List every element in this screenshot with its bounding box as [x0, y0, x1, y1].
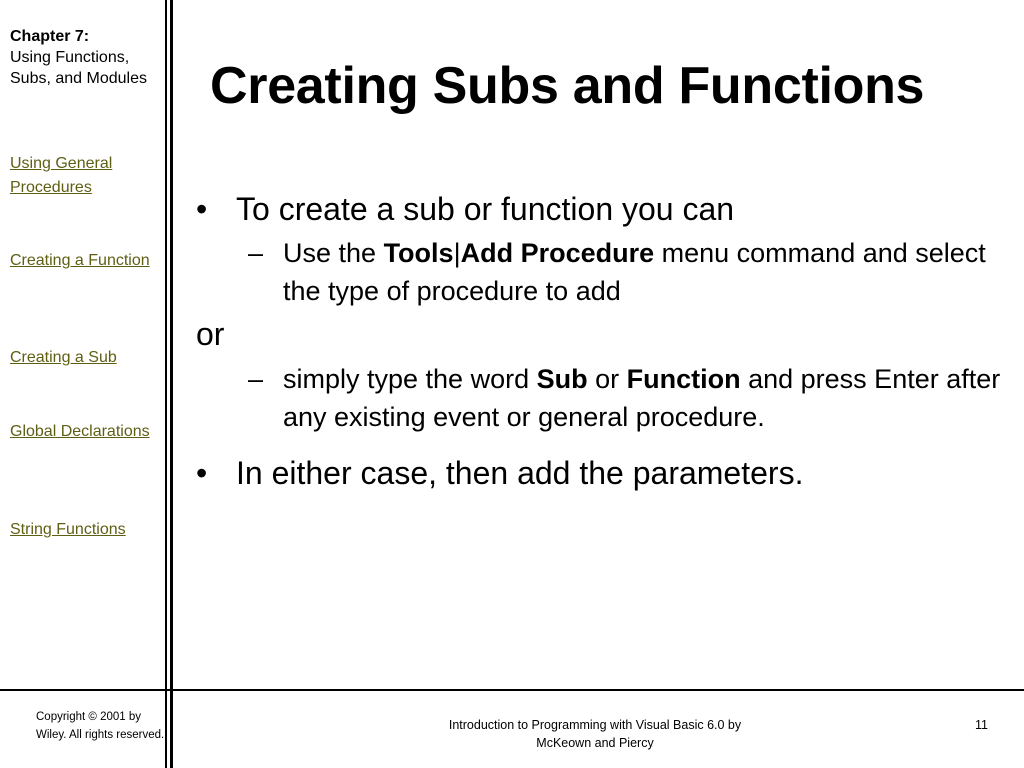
footer-divider-line — [0, 689, 1024, 691]
chapter-heading — [10, 26, 165, 89]
sub-bullet-text: menu command and select the type of procedure to add — [283, 238, 986, 306]
dash-mark: – — [248, 238, 264, 268]
nav-link-string-functions[interactable]: String Functions — [10, 521, 126, 538]
sub-bullet-text: simply type the word — [283, 364, 537, 394]
separator-text: | — [453, 238, 461, 268]
bullet-text: In either case, then add the parameters. — [236, 455, 804, 491]
copyright-notice: Copyright © 2001 by Wiley. All rights reserved. — [36, 711, 165, 741]
bold-term: Function — [626, 364, 741, 394]
slide-title: Creating Subs and Functions — [210, 57, 925, 115]
sidebar-divider-line-thick — [170, 0, 173, 768]
bullet-mark: • — [196, 455, 208, 491]
sub-bullet-item — [196, 234, 1016, 310]
nav-link-global-declarations[interactable]: Global Declarations — [10, 423, 150, 440]
chapter-title: Using Functions, Subs, and Modules — [10, 49, 147, 87]
bold-term: Add Procedure — [460, 238, 655, 268]
sidebar — [0, 0, 165, 690]
sub-bullet-item — [196, 360, 1016, 436]
bullet-item — [196, 452, 1016, 494]
bold-term: Sub — [536, 364, 588, 394]
sub-bullet-text: Use the — [283, 238, 384, 268]
book-title: Introduction to Programming with Visual Basic 6.0 by McKeown and Piercy — [448, 718, 742, 750]
bullet-mark: • — [196, 191, 208, 227]
chapter-label: Chapter 7: — [10, 28, 90, 45]
bullet-text: To create a sub or function you can — [236, 191, 735, 227]
sub-bullet-text: or — [587, 364, 627, 394]
sub-bullet-text: and press Enter after any existing event or general procedure. — [283, 364, 1001, 432]
nav-link-creating-a-sub[interactable]: Creating a Sub — [10, 349, 117, 366]
nav-link-using-general-procedures[interactable]: Using General Procedures — [10, 155, 113, 196]
dash-mark: – — [248, 364, 264, 394]
bullet-item — [196, 188, 1016, 230]
or-text: or — [196, 316, 225, 352]
bold-term: Tools — [383, 238, 454, 268]
slide-body — [196, 188, 1016, 494]
sidebar-divider-line — [165, 0, 167, 768]
page-number: 11 — [975, 718, 988, 732]
nav-link-creating-a-function[interactable]: Creating a Function — [10, 252, 150, 269]
